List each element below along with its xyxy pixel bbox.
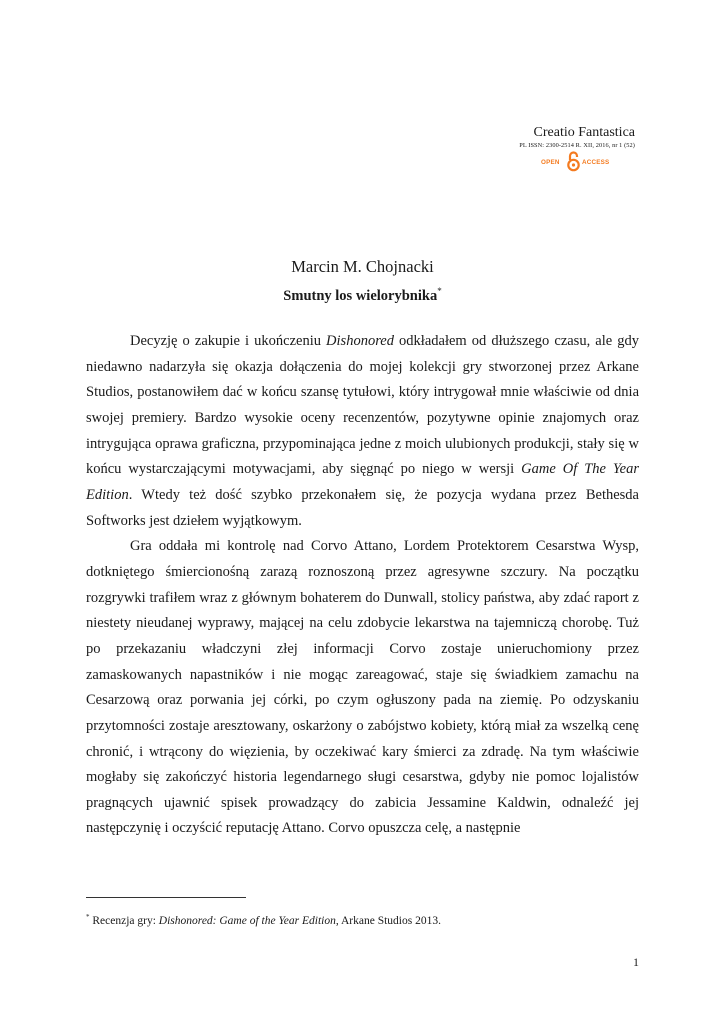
open-access-label-access: ACCESS bbox=[582, 159, 610, 166]
footnote-divider bbox=[86, 897, 246, 898]
text-run: . Wtedy też dość szybko przekonałem się, że pozycja wydana przez Bethesda Softworks jest dziełem wyjątkowym. bbox=[86, 486, 639, 529]
body-paragraph bbox=[86, 329, 639, 534]
footnote-mark: * bbox=[86, 913, 90, 921]
italic-title: Dishonored: Game of the Year Edition bbox=[158, 914, 336, 927]
text-run: Decyzję o zakupie i ukończeniu bbox=[130, 333, 327, 349]
title-footnote-mark: * bbox=[437, 286, 442, 296]
open-access-label-open: OPEN bbox=[541, 159, 560, 166]
journal-issn: PL ISSN: 2300-2514 R. XII, 2016, nr 1 (52) bbox=[519, 142, 635, 149]
open-access-logo bbox=[541, 151, 611, 173]
article-author: Marcin M. Chojnacki bbox=[291, 257, 434, 276]
text-run: Gra oddała mi kontrolę nad Corvo Attano, Lordem Protektorem Cesarstwa Wysp, dotkniętego śmiercionośną zarazą roznoszoną przez agresywne szczury. Na początku rozgrywki trafiłem wraz z głównym bohaterem do Dunwall, stolicy państwa, aby zdać raport z niestety nieudanej wyprawy, mającej na celu zdobycie lekarstwa na tajemniczą chorobę. Tuż po przekazaniu władczyni złej informacji Corvo zostaje unieruchomiony przez zamaskowanych napastników i nie mogąc zareagować, staje się świadkiem zamachu na Cesarzową oraz porwania jej córki, po czym ogłuszony pada na ziemię. Po odzyskaniu przytomności zostaje aresztowany, oskarżony o zabójstwo kobiety, którą miał za wszelką cenę chronić, i wtrącony do więzienia, by oczekiwać kary śmierci za zdradę. Na tym właściwie mogłaby się zakończyć historia legendarnego sługi cesarstwa, gdyby nie pomoc lojalistów pragnących ujawnić spisek prowadzący do zabicia Jessamine Kaldwin, odnaleźć jej następczynię i oczyścić reputację Attano. Corvo opuszcza celę, a następnie bbox=[86, 538, 639, 837]
journal-name: Creatio Fantastica bbox=[533, 125, 635, 140]
italic-title: Game Of The Year Edition bbox=[86, 461, 639, 503]
body-paragraph bbox=[86, 534, 639, 842]
open-lock-icon bbox=[567, 151, 580, 172]
text-run: , Arkane Studios 2013. bbox=[335, 914, 441, 927]
page-number: 1 bbox=[633, 955, 639, 969]
journal-header bbox=[415, 124, 635, 150]
italic-title: Dishonored bbox=[326, 333, 394, 349]
footnote bbox=[86, 910, 639, 929]
article-body bbox=[86, 329, 639, 842]
article-title-text: Smutny los wielorybnika bbox=[283, 287, 438, 304]
text-run: odkładałem od dłuższego czasu, ale gdy niedawno nadarzyła się okazja dołączenia do mojej kolekcji gry stworzonej przez Arkane Studios, postanowiłem dać w końcu szansę tytułowi, który intrygował mnie właściwie od dnia swojej premiery. Bardzo wysokie oceny recenzentów, pozytywne opinie znajomych oraz intrygująca oprawa graficzna, przypominająca jedne z moich ulubionych produkcji, stały się w końcu wystarczającymi motywacjami, aby sięgnąć po niego w wersji bbox=[86, 333, 639, 478]
text-run: Recenzja gry: bbox=[89, 914, 159, 927]
article-title bbox=[0, 286, 725, 305]
